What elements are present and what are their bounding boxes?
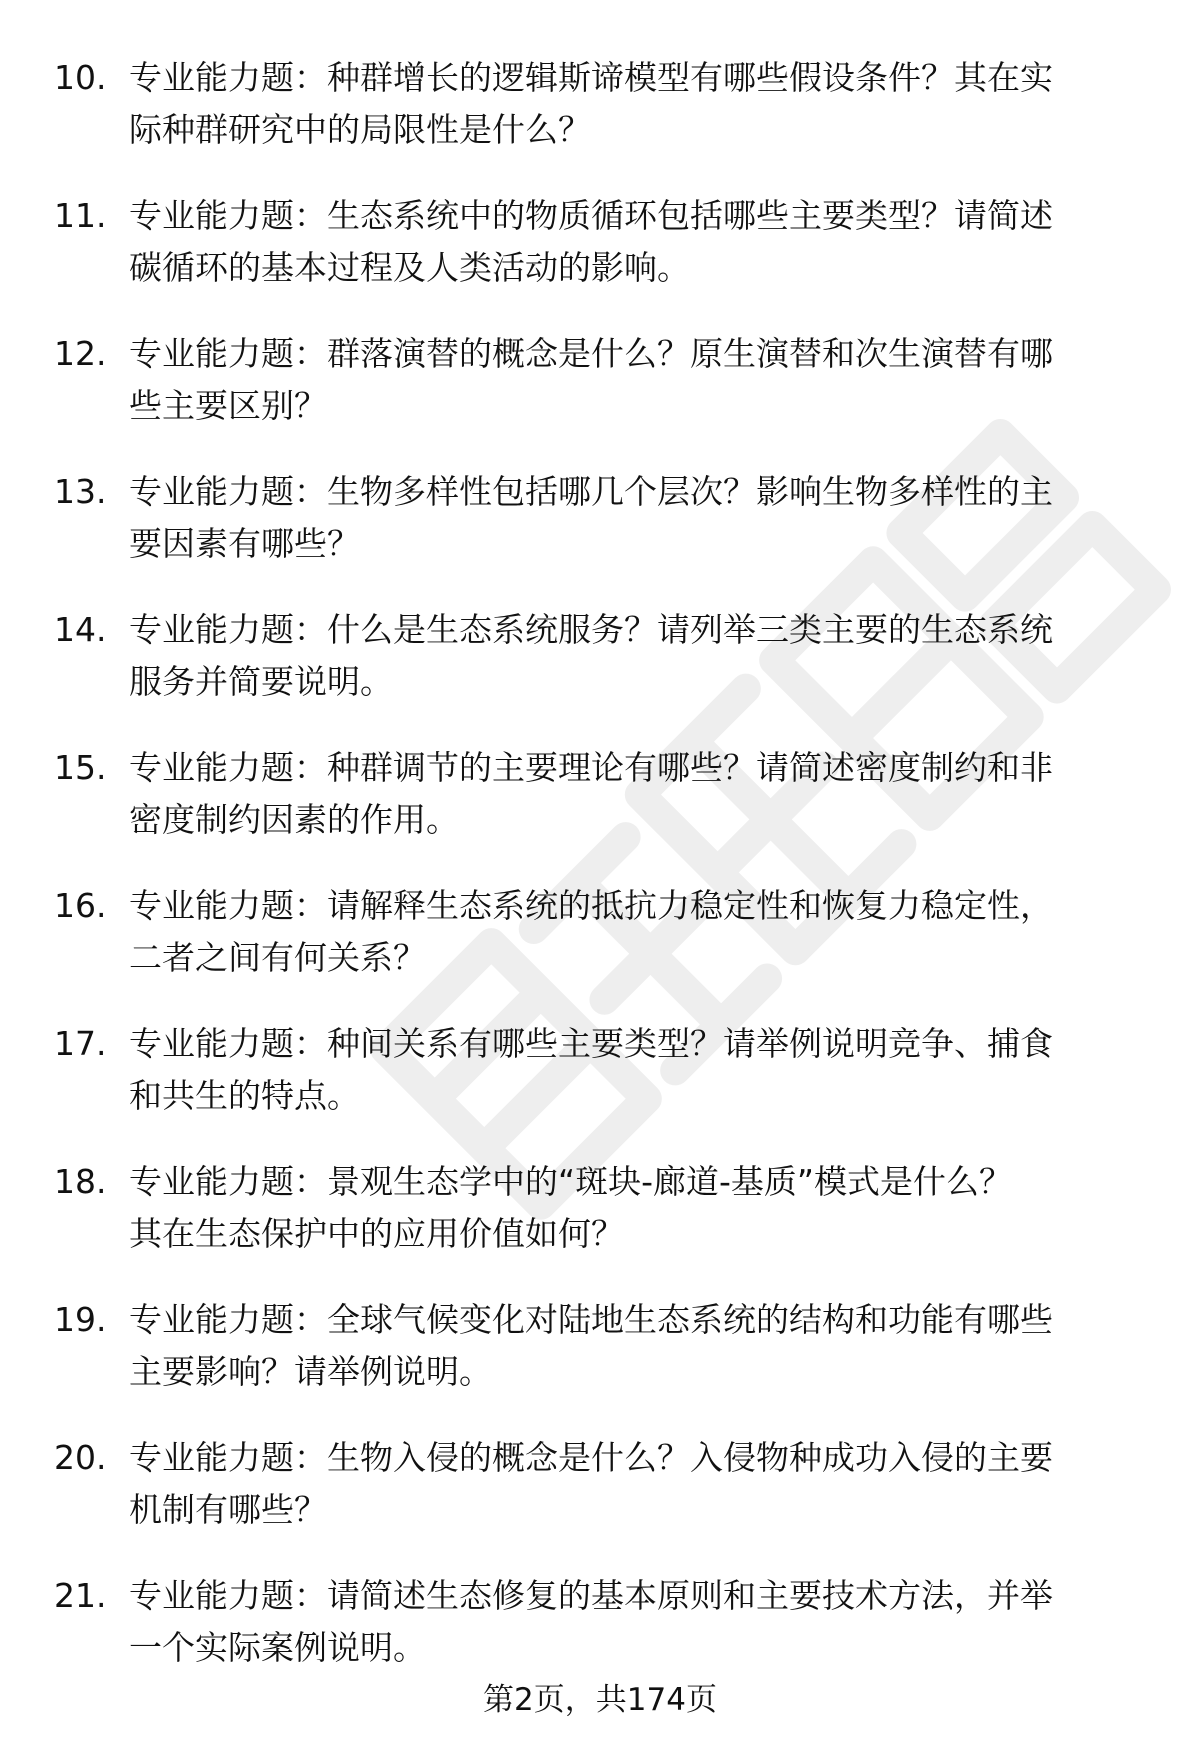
question-number: 20. bbox=[54, 1438, 107, 1477]
question-number: 15. bbox=[54, 748, 107, 787]
question-text bbox=[129, 604, 1134, 708]
question-line: 际种群研究中的局限性是什么？ bbox=[129, 110, 591, 149]
question-line: 专业能力题：生物入侵的概念是什么？入侵物种成功入侵的主要 bbox=[129, 1438, 1053, 1477]
question-number: 12. bbox=[54, 334, 107, 373]
question-line: 专业能力题：生态系统中的物质循环包括哪些主要类型？请简述 bbox=[129, 196, 1053, 235]
question-item bbox=[0, 1294, 1200, 1432]
question-text bbox=[129, 1432, 1134, 1536]
question-text bbox=[129, 52, 1134, 156]
question-number: 19. bbox=[54, 1300, 107, 1339]
question-number: 18. bbox=[54, 1162, 107, 1201]
question-line: 服务并简要说明。 bbox=[129, 662, 393, 701]
question-item bbox=[0, 466, 1200, 604]
question-line: 些主要区别？ bbox=[129, 386, 327, 425]
question-item bbox=[0, 604, 1200, 742]
question-text bbox=[129, 1294, 1134, 1398]
question-line: 专业能力题：群落演替的概念是什么？原生演替和次生演替有哪 bbox=[129, 334, 1053, 373]
question-line: 专业能力题：请简述生态修复的基本原则和主要技术方法，并举 bbox=[129, 1576, 1053, 1615]
question-line: 专业能力题：什么是生态系统服务？请列举三类主要的生态系统 bbox=[129, 610, 1053, 649]
question-line: 和共生的特点。 bbox=[129, 1076, 360, 1115]
question-text bbox=[129, 880, 1134, 984]
question-line: 专业能力题：全球气候变化对陆地生态系统的结构和功能有哪些 bbox=[129, 1300, 1053, 1339]
question-number: 16. bbox=[54, 886, 107, 925]
question-line: 其在生态保护中的应用价值如何？ bbox=[129, 1214, 624, 1253]
question-line: 专业能力题：生物多样性包括哪几个层次？影响生物多样性的主 bbox=[129, 472, 1053, 511]
question-item bbox=[0, 880, 1200, 1018]
question-line: 要因素有哪些？ bbox=[129, 524, 360, 563]
question-text bbox=[129, 190, 1134, 294]
question-number: 13. bbox=[54, 472, 107, 511]
question-line: 碳循环的基本过程及人类活动的影响。 bbox=[129, 248, 690, 287]
question-list bbox=[0, 52, 1200, 1708]
question-item bbox=[0, 190, 1200, 328]
page-number: 第2页，共174页 bbox=[483, 1682, 717, 1718]
question-line: 机制有哪些？ bbox=[129, 1490, 327, 1529]
question-item bbox=[0, 328, 1200, 466]
question-text bbox=[129, 1156, 1134, 1260]
question-line: 一个实际案例说明。 bbox=[129, 1628, 426, 1667]
question-text bbox=[129, 1018, 1134, 1122]
question-text bbox=[129, 742, 1134, 846]
question-line: 二者之间有何关系？ bbox=[129, 938, 426, 977]
question-text bbox=[129, 1570, 1134, 1674]
question-item bbox=[0, 1018, 1200, 1156]
question-item bbox=[0, 742, 1200, 880]
question-item bbox=[0, 1156, 1200, 1294]
question-line: 专业能力题：景观生态学中的“斑块-廊道-基质”模式是什么？ bbox=[129, 1162, 1013, 1201]
question-item bbox=[0, 1432, 1200, 1570]
question-line: 密度制约因素的作用。 bbox=[129, 800, 459, 839]
question-number: 17. bbox=[54, 1024, 107, 1063]
question-text bbox=[129, 328, 1134, 432]
question-number: 11. bbox=[54, 196, 107, 235]
question-line: 主要影响？请举例说明。 bbox=[129, 1352, 492, 1391]
question-number: 10. bbox=[54, 58, 107, 97]
question-text bbox=[129, 466, 1134, 570]
question-number: 14. bbox=[54, 610, 107, 649]
question-line: 专业能力题：种间关系有哪些主要类型？请举例说明竞争、捕食 bbox=[129, 1024, 1053, 1063]
question-item bbox=[0, 52, 1200, 190]
question-line: 专业能力题：种群调节的主要理论有哪些？请简述密度制约和非 bbox=[129, 748, 1053, 787]
question-line: 专业能力题：种群增长的逻辑斯谛模型有哪些假设条件？其在实 bbox=[129, 58, 1053, 97]
question-line: 专业能力题：请解释生态系统的抵抗力稳定性和恢复力稳定性， bbox=[129, 886, 1053, 925]
question-number: 21. bbox=[54, 1576, 107, 1615]
